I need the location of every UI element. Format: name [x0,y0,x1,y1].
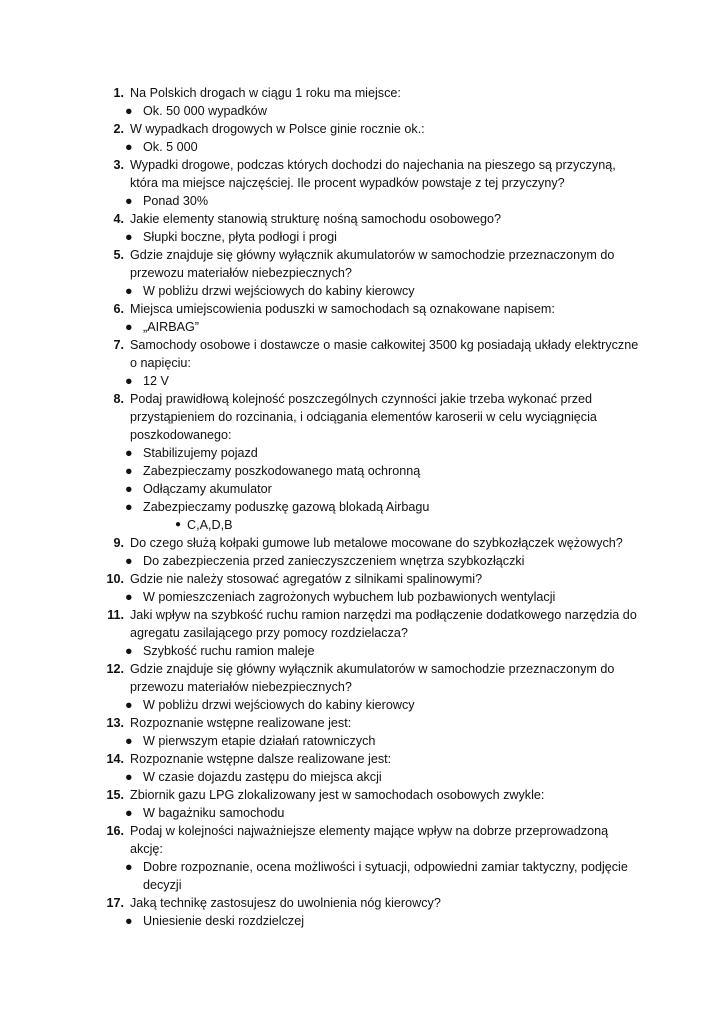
question-item [100,786,640,804]
answer-item [100,552,640,570]
answer-list [100,192,640,210]
answer-item [100,768,640,786]
question-item [100,570,640,588]
answer-item [100,138,640,156]
bullet-icon: ● [175,519,182,530]
bullet-icon: ● [125,284,133,298]
answer-list [100,102,640,120]
answer-text: W pobliżu drzwi wejściowych do kabiny kierowcy [143,698,415,712]
answer-text: „AIRBAG” [143,320,199,334]
question-item [100,534,640,552]
bullet-icon: ● [125,500,133,514]
answer-item [100,732,640,750]
bullet-icon: ● [125,374,133,388]
question-number: 8. [113,392,124,406]
answer-text: W czasie dojazdu zastępu do miejsca akcji [143,770,382,784]
question-number: 5. [113,248,124,262]
answer-list [100,732,640,750]
answer-text: 12 V [143,374,169,388]
answer-text: W pobliżu drzwi wejściowych do kabiny kierowcy [143,284,415,298]
answer-item [100,282,640,300]
question-text: Jakie elementy stanowią strukturę nośną samochodu osobowego? [130,212,502,226]
bullet-icon: ● [125,806,133,820]
question-item [100,750,640,768]
answer-list [100,318,640,336]
question-text: Podaj prawidłową kolejność poszczególnych czynności jakie trzeba wykonać przed przystąpieniem do rozcinania, i odciągania elementów karoserii w celu wyciągnięcia poszkodowanego: [130,392,597,442]
question-item [100,156,640,192]
bullet-icon: ● [125,734,133,748]
question-text: Podaj w kolejności najważniejsze elementy mające wpływ na dobrze przeprowadzoną akcję: [130,824,609,856]
answer-item [100,588,640,606]
bullet-icon: ● [125,698,133,712]
answer-list [100,696,640,714]
bullet-icon: ● [125,194,133,208]
question-text: Jaki wpływ na szybkość ruchu ramion narzędzi ma podłączenie dodatkowego narzędzia do agregatu zasilającego przy pomocy rozdzielacza? [130,608,637,640]
answer-item [100,858,640,894]
answer-text: Szybkość ruchu ramion maleje [143,644,315,658]
question-text: Zbiornik gazu LPG zlokalizowany jest w samochodach osobowych zwykle: [130,788,545,802]
question-number: 6. [113,302,124,316]
bullet-icon: ● [125,446,133,460]
answer-list [100,588,640,606]
answer-list [100,858,640,894]
question-text: Wypadki drogowe, podczas których dochodzi do najechania na pieszego są przyczyną, która ma miejsce najczęściej. Ile procent wypadków powstaje z tej przyczyny? [130,158,616,190]
question-item [100,660,640,696]
bullet-icon: ● [125,464,133,478]
bullet-icon: ● [125,320,133,334]
question-text: Miejsca umiejscowienia poduszki w samochodach są oznakowane napisem: [130,302,555,316]
question-text: W wypadkach drogowych w Polsce ginie rocznie ok.: [130,122,425,136]
answer-text: Uniesienie deski rozdzielczej [143,914,304,928]
question-item [100,606,640,642]
answer-item [100,804,640,822]
bullet-icon: ● [125,104,133,118]
answer-list [100,912,640,930]
answer-item [100,498,640,516]
question-text: Jaką technikę zastosujesz do uwolnienia nóg kierowcy? [130,896,441,910]
question-item [100,714,640,732]
answer-text: W bagażniku samochodu [143,806,285,820]
question-item [100,300,640,318]
bullet-icon: ● [125,554,133,568]
answer-text: Zabezpieczamy poszkodowanego matą ochronną [143,464,421,478]
question-item [100,210,640,228]
question-number: 2. [113,122,124,136]
question-number: 11. [107,608,124,622]
question-text: Rozpoznanie wstępne realizowane jest: [130,716,352,730]
sub-answer-text: C,A,D,B [187,518,233,532]
answer-text: Dobre rozpoznanie, ocena możliwości i sytuacji, odpowiedni zamiar taktyczny, podjęcie decyzji [143,860,628,892]
answer-item [100,642,640,660]
answer-text: Ok. 50 000 wypadków [143,104,267,118]
question-text: Do czego służą kołpaki gumowe lub metalowe mocowane do szybkozłączek wężowych? [130,536,623,550]
bullet-icon: ● [125,140,133,154]
answer-text: Do zabezpieczenia przed zanieczyszczeniem wnętrza szybkozłączki [143,554,525,568]
bullet-icon: ● [125,230,133,244]
answer-item [100,372,640,390]
question-number: 12. [106,662,124,676]
bullet-icon: ● [125,770,133,784]
question-text: Gdzie znajduje się główny wyłącznik akumulatorów w samochodzie przeznaczonym do przewozu materiałów niebezpiecznych? [130,248,615,280]
bullet-icon: ● [125,914,133,928]
question-item [100,336,640,372]
answer-item [100,912,640,930]
question-number: 17. [106,896,124,910]
answer-text: Odłączamy akumulator [143,482,272,496]
question-text: Gdzie znajduje się główny wyłącznik akumulatorów w samochodzie przeznaczonym do przewozu materiałów niebezpiecznych? [130,662,615,694]
answer-text: Ponad 30% [143,194,209,208]
answer-text: W pomieszczeniach zagrożonych wybuchem lub pozbawionych wentylacji [143,590,556,604]
question-text: Samochody osobowe i dostawcze o masie całkowitej 3500 kg posiadają układy elektryczne o napięciu: [130,338,639,370]
question-text: Na Polskich drogach w ciągu 1 roku ma miejsce: [130,86,401,100]
answer-item [100,102,640,120]
bullet-icon: ● [125,590,133,604]
answer-item [100,444,640,462]
answer-list [100,552,640,570]
bullet-icon: ● [125,482,133,496]
answer-item [100,192,640,210]
answer-text: Ok. 5 000 [143,140,198,154]
answer-text: Słupki boczne, płyta podłogi i progi [143,230,337,244]
bullet-icon: ● [125,644,133,658]
answer-text: Zabezpieczamy poduszkę gazową blokadą Airbagu [143,500,430,514]
answer-list [100,228,640,246]
question-item [100,390,640,444]
answer-list [100,444,640,516]
answer-item [100,696,640,714]
question-list [100,84,640,930]
question-number: 7. [113,338,124,352]
bullet-icon: ● [125,860,133,874]
question-number: 3. [113,158,124,172]
question-number: 15. [106,788,124,802]
answer-item [100,318,640,336]
question-item [100,894,640,912]
question-item [100,822,640,858]
question-item [100,84,640,102]
question-number: 14. [106,752,124,766]
question-number: 9. [113,536,124,550]
answer-text: Stabilizujemy pojazd [143,446,258,460]
question-number: 4. [113,212,124,226]
sub-answer-item [100,516,640,534]
question-number: 1. [113,86,124,100]
answer-item [100,462,640,480]
answer-list [100,282,640,300]
answer-list [100,768,640,786]
answer-list [100,642,640,660]
question-number: 16. [106,824,124,838]
answer-list [100,804,640,822]
question-number: 10. [106,572,124,586]
question-item [100,120,640,138]
answer-item [100,480,640,498]
answer-list [100,138,640,156]
answer-item [100,228,640,246]
question-number: 13. [106,716,124,730]
question-item [100,246,640,282]
question-text: Rozpoznanie wstępne dalsze realizowane jest: [130,752,392,766]
question-text: Gdzie nie należy stosować agregatów z silnikami spalinowymi? [130,572,483,586]
answer-list [100,372,640,390]
answer-text: W pierwszym etapie działań ratowniczych [143,734,376,748]
